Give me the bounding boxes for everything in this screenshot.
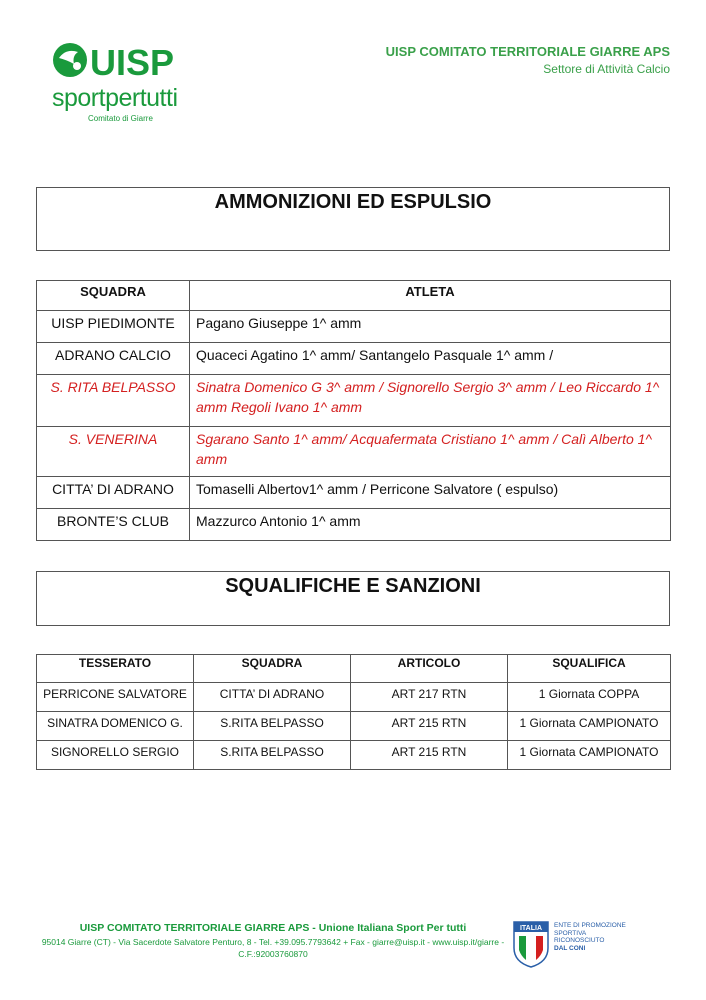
atleta-cell: Sinatra Domenico G 3^ amm / Signorello Sergio 3^ amm / Leo Riccardo 1^ amm Regoli Ivano 1^ amm: [190, 375, 671, 427]
footer-org: UISP COMITATO TERRITORIALE GIARRE APS - Unione Italiana Sport Per tutti: [79, 922, 467, 934]
squadra-cell: S. VENERINA: [37, 427, 190, 477]
coni-text-line1: ENTE DI PROMOZIONE: [554, 922, 626, 929]
squadra-cell: UISP PIEDIMONTE: [37, 311, 190, 343]
col-header-squalifica: SQUALIFICA: [508, 655, 671, 683]
articolo-cell: ART 215 RTN: [351, 712, 508, 741]
footer: [40, 922, 506, 960]
atleta-cell: Pagano Giuseppe 1^ amm: [190, 311, 671, 343]
squalifica-cell: 1 Giornata COPPA: [508, 683, 671, 712]
table-row: [37, 311, 671, 343]
coni-text-line3: RICONOSCIUTO: [554, 937, 605, 944]
col-header-articolo: ARTICOLO: [351, 655, 508, 683]
table-row: [37, 375, 671, 427]
coni-text: [554, 922, 626, 952]
logo-text: UISP: [90, 42, 175, 82]
squadra-cell: S. RITA BELPASSO: [37, 375, 190, 427]
squalifica-cell: 1 Giornata CAMPIONATO: [508, 712, 671, 741]
italia-shield-icon: [512, 920, 552, 968]
atleta-cell: Quaceci Agatino 1^ amm/ Santangelo Pasquale 1^ amm /: [190, 343, 671, 375]
squadra-cell: S.RITA BELPASSO: [194, 741, 351, 770]
squadra-cell: ADRANO CALCIO: [37, 343, 190, 375]
articolo-cell: ART 215 RTN: [351, 741, 508, 770]
section2-box: [36, 571, 670, 626]
squadra-cell: BRONTE’S CLUB: [37, 509, 190, 541]
squadra-cell: CITTA’ DI ADRANO: [37, 477, 190, 509]
col-header-atleta: ATLETA: [190, 281, 671, 311]
atleta-cell: Tomaselli Albertov1^ amm / Perricone Salvatore ( espulso): [190, 477, 671, 509]
section2-title: SQUALIFICHE E SANZIONI: [225, 575, 481, 597]
table-row: [37, 509, 671, 541]
footer-cf: C.F.:92003760870: [238, 949, 308, 959]
col-header-tesserato: TESSERATO: [37, 655, 194, 683]
squadra-cell: S.RITA BELPASSO: [194, 712, 351, 741]
coni-text-line2: SPORTIVA: [554, 929, 587, 937]
logo-sub: Comitato di Giarre: [88, 114, 153, 123]
uisp-logo: [50, 38, 195, 128]
italia-label: ITALIA: [519, 925, 543, 932]
articolo-cell: ART 217 RTN: [351, 683, 508, 712]
footer-contacts: 95014 Giarre (CT) - Via Sacerdote Salvatore Penturo, 8 - Tel. +39.095.7793642 + Fax - giarre@uisp.it - www.uisp.it/giarre -: [41, 937, 505, 947]
tesserato-cell: PERRICONE SALVATORE: [37, 683, 194, 712]
col-header-squadra: SQUADRA: [194, 655, 351, 683]
squalifica-cell: 1 Giornata CAMPIONATO: [508, 741, 671, 770]
table-header-row: [37, 655, 671, 683]
table-row: [37, 683, 671, 712]
table-row: [37, 427, 671, 477]
section1-box: [36, 187, 670, 251]
table-header-row: [37, 281, 671, 311]
tesserato-cell: SINATRA DOMENICO G.: [37, 712, 194, 741]
squalifiche-table: [36, 654, 671, 770]
table-row: [37, 477, 671, 509]
atleta-cell: Mazzurco Antonio 1^ amm: [190, 509, 671, 541]
logo-tagline: sportpertutti: [52, 84, 178, 112]
section1-title: AMMONIZIONI ED ESPULSIO: [214, 191, 492, 213]
table-row: [37, 712, 671, 741]
ammonizioni-table: [36, 280, 671, 541]
atleta-cell: Sgarano Santo 1^ amm/ Acquafermata Cristiano 1^ amm / Calì Alberto 1^ amm: [190, 427, 671, 477]
coni-badge: [512, 920, 632, 970]
table-row: [37, 343, 671, 375]
uisp-emblem-icon: [50, 38, 195, 82]
footer-address: [40, 936, 506, 960]
org-subtitle: Settore di Attività Calcio: [543, 62, 670, 76]
coni-text-line4: DAL CONI: [554, 944, 586, 952]
squadra-cell: CITTA’ DI ADRANO: [194, 683, 351, 712]
table-row: [37, 741, 671, 770]
org-title: UISP COMITATO TERRITORIALE GIARRE APS: [385, 44, 670, 59]
tesserato-cell: SIGNORELLO SERGIO: [37, 741, 194, 770]
col-header-squadra: SQUADRA: [37, 281, 190, 311]
